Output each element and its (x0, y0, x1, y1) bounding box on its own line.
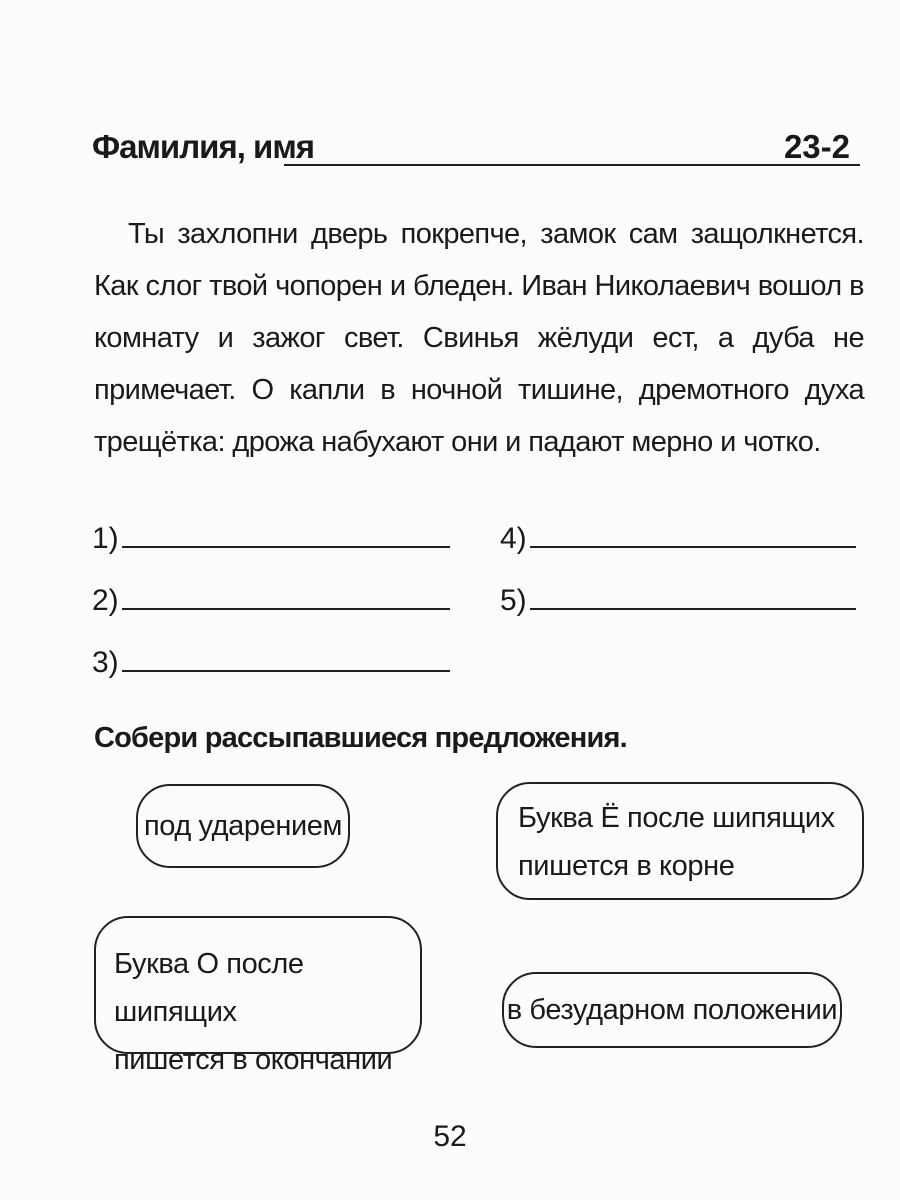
card-text: пишется в окончании (114, 1044, 393, 1076)
word-card-3[interactable] (94, 916, 422, 1076)
answer-blank[interactable] (122, 546, 450, 548)
card-text: под ударением (143, 810, 343, 842)
page-number: 52 (433, 1120, 467, 1153)
answer-number: 5) (500, 584, 527, 617)
answer-blank[interactable] (122, 670, 450, 672)
answer-number: 2) (92, 584, 119, 617)
card-text: пишется в корне (518, 850, 735, 882)
answer-blank[interactable] (530, 608, 856, 610)
word-card-1[interactable] (136, 784, 350, 868)
answer-line-3[interactable] (92, 636, 450, 680)
section-title: Собери рассыпавшиеся предложения. (94, 722, 627, 754)
answer-number: 3) (92, 646, 119, 679)
task-number-underline (772, 164, 860, 166)
word-card-2[interactable] (496, 782, 864, 900)
card-text: Буква О после шипящих (114, 948, 304, 1028)
task-number: 23-2 (783, 128, 850, 165)
answer-number: 1) (92, 522, 119, 555)
header (92, 128, 860, 178)
answer-line-5[interactable] (500, 574, 856, 618)
answer-line-4[interactable] (500, 512, 856, 556)
exercise-text: Ты захлопни дверь покрепче, замок сам защолкнется. Как слог твой чопорен и бледен. Иван Николаевич вошол в комнату и зажог свет. Свинья жёлуди ест, а дуба не примечает. О капли в ночной тишине, дремотного духа трещётка: дрожа набухают они и падают мерно и чотко. (94, 218, 864, 458)
answer-blank[interactable] (530, 546, 856, 548)
name-input-line[interactable] (284, 164, 772, 166)
answer-number: 4) (500, 522, 527, 555)
card-text: Буква Ё после шипящих (518, 802, 835, 834)
name-label: Фамилия, имя (92, 128, 315, 165)
answer-blank[interactable] (122, 608, 450, 610)
card-text: в безударном положении (506, 994, 838, 1026)
word-card-4[interactable] (502, 972, 842, 1048)
answer-line-2[interactable] (92, 574, 450, 618)
answer-line-1[interactable] (92, 512, 450, 556)
